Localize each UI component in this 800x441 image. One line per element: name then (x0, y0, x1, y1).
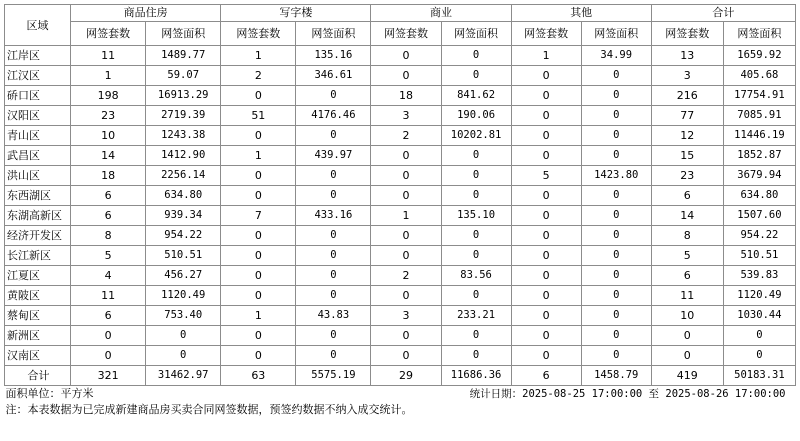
district-name: 武昌区 (5, 146, 71, 166)
count-cell: 7 (221, 206, 296, 226)
count-cell: 11 (71, 46, 146, 66)
count-cell: 0 (71, 346, 146, 366)
statistics-period-value: 2025-08-25 17:00:00 至 2025-08-26 17:00:00 (522, 388, 786, 400)
count-cell: 2 (371, 126, 441, 146)
table-row (5, 326, 796, 346)
area-cell: 7085.91 (723, 106, 795, 126)
count-cell: 0 (511, 346, 581, 366)
sub-header-count: 网签套数 (371, 22, 441, 46)
area-cell: 0 (441, 46, 511, 66)
count-cell: 0 (511, 306, 581, 326)
district-name: 汉阳区 (5, 106, 71, 126)
table-row (5, 126, 796, 146)
count-cell: 0 (221, 326, 296, 346)
count-cell: 13 (651, 46, 723, 66)
total-row (5, 366, 796, 386)
area-cell: 510.51 (146, 246, 221, 266)
count-cell: 0 (511, 66, 581, 86)
district-name: 蔡甸区 (5, 306, 71, 326)
area-cell: 0 (723, 326, 795, 346)
table-row (5, 266, 796, 286)
area-cell: 190.06 (441, 106, 511, 126)
sub-header-count: 网签套数 (511, 22, 581, 46)
count-cell: 77 (651, 106, 723, 126)
statistics-period (296, 386, 796, 403)
area-cell: 0 (581, 306, 651, 326)
area-cell: 135.10 (441, 206, 511, 226)
count-cell: 15 (651, 146, 723, 166)
count-cell: 6 (71, 306, 146, 326)
area-cell: 0 (146, 346, 221, 366)
area-cell: 0 (441, 346, 511, 366)
district-name: 江汉区 (5, 66, 71, 86)
count-cell: 3 (371, 306, 441, 326)
count-cell: 0 (371, 346, 441, 366)
count-cell: 0 (511, 286, 581, 306)
district-name: 黄陂区 (5, 286, 71, 306)
area-cell: 1659.92 (723, 46, 795, 66)
area-cell: 0 (296, 186, 371, 206)
count-cell: 0 (511, 146, 581, 166)
area-cell: 0 (581, 346, 651, 366)
area-cell: 439.97 (296, 146, 371, 166)
count-cell: 0 (221, 346, 296, 366)
count-cell: 6 (511, 366, 581, 386)
district-name: 长江新区 (5, 246, 71, 266)
count-cell: 10 (651, 306, 723, 326)
area-cell: 954.22 (723, 226, 795, 246)
area-cell: 0 (581, 246, 651, 266)
area-cell: 0 (296, 266, 371, 286)
count-cell: 18 (371, 86, 441, 106)
area-cell: 539.83 (723, 266, 795, 286)
count-cell: 198 (71, 86, 146, 106)
area-cell: 0 (296, 326, 371, 346)
area-cell: 3679.94 (723, 166, 795, 186)
count-cell: 0 (511, 266, 581, 286)
count-cell: 3 (651, 66, 723, 86)
count-cell: 1 (511, 46, 581, 66)
area-cell: 405.68 (723, 66, 795, 86)
count-cell: 419 (651, 366, 723, 386)
area-cell: 1489.77 (146, 46, 221, 66)
count-cell: 0 (511, 226, 581, 246)
count-cell: 0 (221, 266, 296, 286)
area-cell: 0 (581, 226, 651, 246)
table-row (5, 346, 796, 366)
area-cell: 1507.60 (723, 206, 795, 226)
area-cell: 4176.46 (296, 106, 371, 126)
note-row (5, 402, 796, 418)
table-row (5, 146, 796, 166)
area-cell: 34.99 (581, 46, 651, 66)
group-header-other: 其他 (511, 5, 651, 22)
area-cell: 10202.81 (441, 126, 511, 146)
count-cell: 0 (651, 326, 723, 346)
group-header-total: 合计 (651, 5, 795, 22)
count-cell: 5 (71, 246, 146, 266)
area-cell: 135.16 (296, 46, 371, 66)
footer-row (5, 386, 796, 403)
count-cell: 1 (371, 206, 441, 226)
district-name: 合计 (5, 366, 71, 386)
area-cell: 0 (581, 286, 651, 306)
area-cell: 11686.36 (441, 366, 511, 386)
count-cell: 0 (511, 126, 581, 146)
area-cell: 0 (581, 206, 651, 226)
count-cell: 6 (651, 186, 723, 206)
area-cell: 1423.80 (581, 166, 651, 186)
count-cell: 321 (71, 366, 146, 386)
area-cell: 0 (296, 246, 371, 266)
area-cell: 1243.38 (146, 126, 221, 146)
count-cell: 0 (511, 246, 581, 266)
count-cell: 8 (71, 226, 146, 246)
area-cell: 50183.31 (723, 366, 795, 386)
district-column-header: 区域 (5, 5, 71, 46)
count-cell: 0 (371, 286, 441, 306)
district-name: 东湖高新区 (5, 206, 71, 226)
area-cell: 233.21 (441, 306, 511, 326)
area-cell: 0 (441, 186, 511, 206)
count-cell: 3 (371, 106, 441, 126)
district-name: 经济开发区 (5, 226, 71, 246)
area-cell: 0 (581, 266, 651, 286)
district-name: 东西湖区 (5, 186, 71, 206)
table-row (5, 206, 796, 226)
count-cell: 0 (511, 106, 581, 126)
count-cell: 29 (371, 366, 441, 386)
count-cell: 0 (511, 86, 581, 106)
count-cell: 6 (71, 186, 146, 206)
area-cell: 939.34 (146, 206, 221, 226)
count-cell: 0 (71, 326, 146, 346)
count-cell: 0 (221, 246, 296, 266)
count-cell: 0 (221, 286, 296, 306)
area-cell: 0 (146, 326, 221, 346)
count-cell: 0 (371, 146, 441, 166)
area-cell: 1120.49 (723, 286, 795, 306)
area-cell: 510.51 (723, 246, 795, 266)
area-cell: 0 (581, 106, 651, 126)
count-cell: 8 (651, 226, 723, 246)
table-row (5, 186, 796, 206)
district-name: 汉南区 (5, 346, 71, 366)
area-cell: 0 (581, 326, 651, 346)
statistics-period-label: 统计日期： (469, 388, 523, 400)
district-name: 江夏区 (5, 266, 71, 286)
count-cell: 14 (71, 146, 146, 166)
table-row (5, 86, 796, 106)
area-cell: 1030.44 (723, 306, 795, 326)
count-cell: 2 (221, 66, 296, 86)
area-cell: 0 (581, 66, 651, 86)
group-header-residential: 商品住房 (71, 5, 221, 22)
area-cell: 2256.14 (146, 166, 221, 186)
area-cell: 5575.19 (296, 366, 371, 386)
sales-report (4, 4, 796, 418)
district-name: 新洲区 (5, 326, 71, 346)
count-cell: 0 (371, 226, 441, 246)
area-unit-note: 面积单位：平方米 (5, 387, 94, 400)
table-row (5, 306, 796, 326)
area-cell: 0 (581, 186, 651, 206)
area-cell: 1852.87 (723, 146, 795, 166)
area-cell: 2719.39 (146, 106, 221, 126)
count-cell: 0 (371, 186, 441, 206)
count-cell: 23 (71, 106, 146, 126)
area-cell: 0 (296, 166, 371, 186)
count-cell: 6 (71, 206, 146, 226)
count-cell: 0 (221, 166, 296, 186)
area-cell: 1412.90 (146, 146, 221, 166)
count-cell: 63 (221, 366, 296, 386)
area-cell: 0 (581, 86, 651, 106)
count-cell: 11 (651, 286, 723, 306)
count-cell: 10 (71, 126, 146, 146)
area-cell: 0 (296, 286, 371, 306)
count-cell: 0 (371, 246, 441, 266)
count-cell: 0 (511, 326, 581, 346)
table-row (5, 46, 796, 66)
area-cell: 0 (441, 326, 511, 346)
district-name: 洪山区 (5, 166, 71, 186)
area-cell: 0 (441, 146, 511, 166)
area-cell: 753.40 (146, 306, 221, 326)
area-cell: 0 (296, 86, 371, 106)
table-header (5, 5, 796, 46)
area-cell: 0 (441, 246, 511, 266)
count-cell: 1 (221, 146, 296, 166)
area-cell: 634.80 (723, 186, 795, 206)
count-cell: 2 (371, 266, 441, 286)
area-cell: 59.07 (146, 66, 221, 86)
count-cell: 0 (371, 166, 441, 186)
count-cell: 4 (71, 266, 146, 286)
table-row (5, 286, 796, 306)
sales-table (4, 4, 796, 418)
area-cell: 0 (296, 226, 371, 246)
sub-header-area: 网签面积 (581, 22, 651, 46)
table-row (5, 226, 796, 246)
count-cell: 0 (221, 186, 296, 206)
area-cell: 0 (441, 166, 511, 186)
count-cell: 51 (221, 106, 296, 126)
district-name: 青山区 (5, 126, 71, 146)
area-cell: 0 (296, 126, 371, 146)
area-cell: 0 (441, 226, 511, 246)
count-cell: 5 (651, 246, 723, 266)
count-cell: 12 (651, 126, 723, 146)
count-cell: 0 (371, 66, 441, 86)
count-cell: 0 (651, 346, 723, 366)
footnote: 注：本表数据为已完成新建商品房买卖合同网签数据，预签约数据不纳入成交统计。 (5, 403, 413, 416)
sub-header-count: 网签套数 (651, 22, 723, 46)
area-cell: 1458.79 (581, 366, 651, 386)
area-cell: 0 (441, 66, 511, 86)
area-cell: 0 (441, 286, 511, 306)
count-cell: 1 (71, 66, 146, 86)
area-cell: 634.80 (146, 186, 221, 206)
sub-header-area: 网签面积 (146, 22, 221, 46)
area-cell: 0 (581, 126, 651, 146)
count-cell: 1 (221, 306, 296, 326)
area-cell: 954.22 (146, 226, 221, 246)
count-cell: 18 (71, 166, 146, 186)
count-cell: 0 (371, 46, 441, 66)
sub-header-count: 网签套数 (221, 22, 296, 46)
group-header-office: 写字楼 (221, 5, 371, 22)
area-cell: 841.62 (441, 86, 511, 106)
area-cell: 16913.29 (146, 86, 221, 106)
count-cell: 11 (71, 286, 146, 306)
table-row (5, 66, 796, 86)
table-body (5, 46, 796, 386)
district-name: 硚口区 (5, 86, 71, 106)
sub-header-area: 网签面积 (723, 22, 795, 46)
table-row (5, 106, 796, 126)
count-cell: 0 (511, 206, 581, 226)
count-cell: 216 (651, 86, 723, 106)
table-row (5, 246, 796, 266)
sub-header-area: 网签面积 (296, 22, 371, 46)
count-cell: 0 (511, 186, 581, 206)
sub-header-count: 网签套数 (71, 22, 146, 46)
area-cell: 0 (296, 346, 371, 366)
count-cell: 0 (221, 226, 296, 246)
count-cell: 6 (651, 266, 723, 286)
sub-header-area: 网签面积 (441, 22, 511, 46)
count-cell: 23 (651, 166, 723, 186)
area-cell: 0 (581, 146, 651, 166)
area-cell: 433.16 (296, 206, 371, 226)
count-cell: 0 (221, 126, 296, 146)
area-cell: 43.83 (296, 306, 371, 326)
count-cell: 1 (221, 46, 296, 66)
count-cell: 5 (511, 166, 581, 186)
count-cell: 14 (651, 206, 723, 226)
group-header-commercial: 商业 (371, 5, 511, 22)
area-cell: 456.27 (146, 266, 221, 286)
count-cell: 0 (371, 326, 441, 346)
area-cell: 17754.91 (723, 86, 795, 106)
area-cell: 346.61 (296, 66, 371, 86)
district-name: 江岸区 (5, 46, 71, 66)
area-cell: 1120.49 (146, 286, 221, 306)
area-cell: 31462.97 (146, 366, 221, 386)
area-cell: 0 (723, 346, 795, 366)
table-row (5, 166, 796, 186)
count-cell: 0 (221, 86, 296, 106)
area-cell: 83.56 (441, 266, 511, 286)
area-cell: 11446.19 (723, 126, 795, 146)
